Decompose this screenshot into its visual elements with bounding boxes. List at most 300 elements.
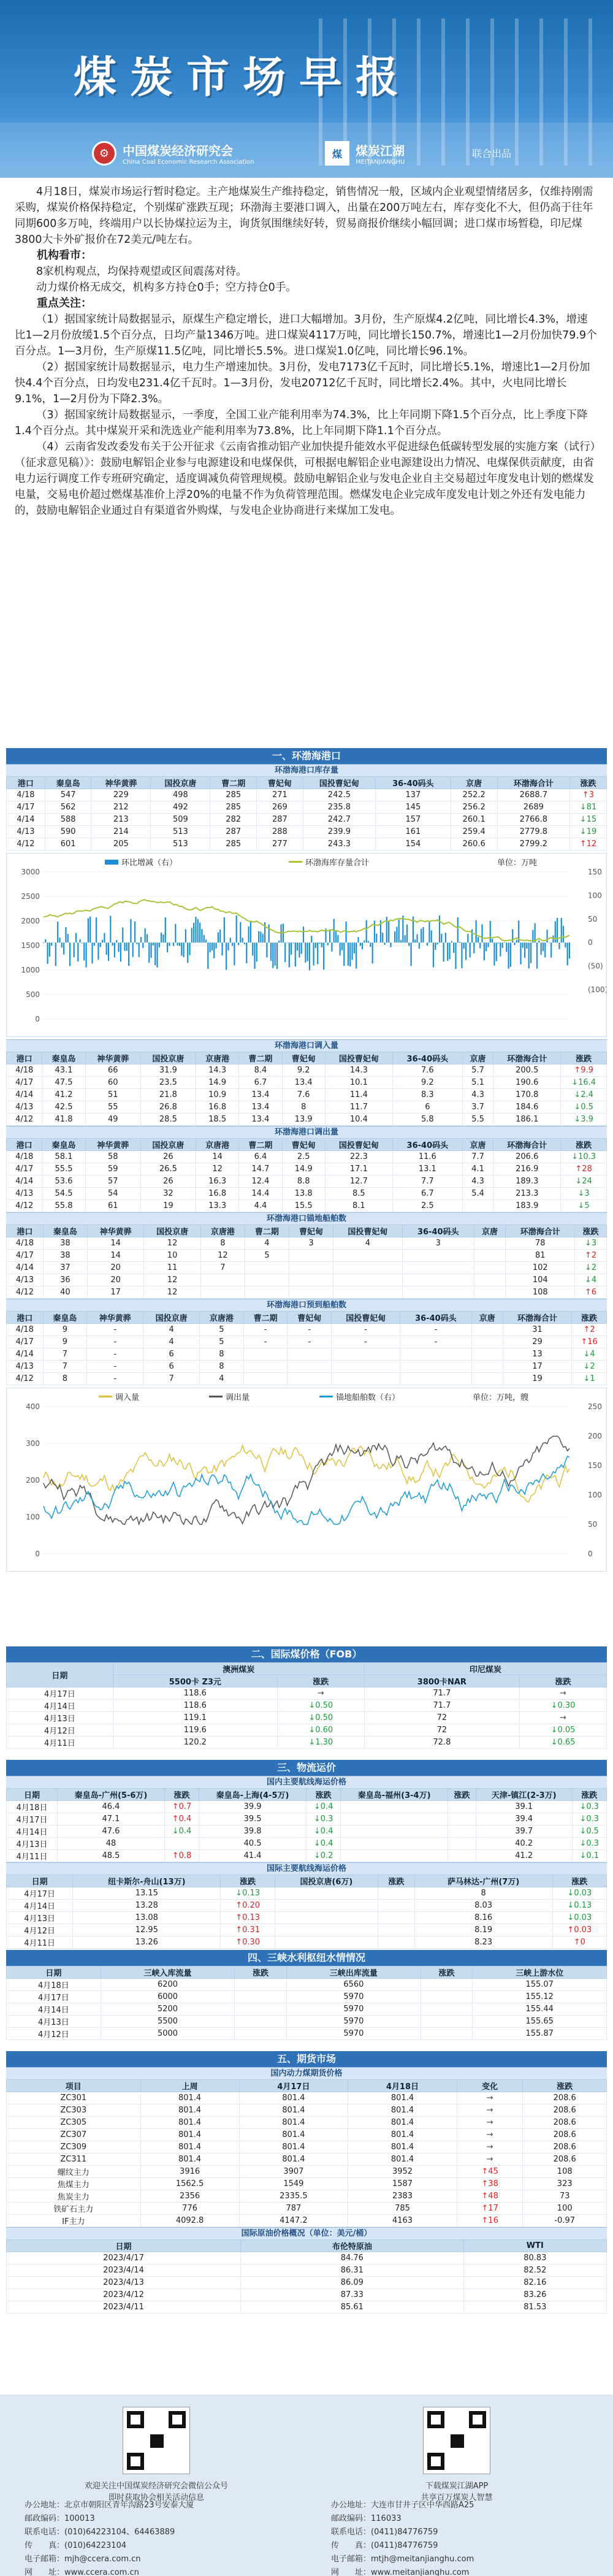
section-freight — [6, 1760, 607, 1949]
table-cell: 8.5 — [325, 1188, 392, 1200]
table-cell: ↑12 — [570, 838, 607, 850]
org1-name: 中国煤炭经济研究会 — [123, 143, 233, 158]
table-cell: 4 — [143, 1336, 200, 1348]
meitanjianghu-logo-icon: 煤 — [325, 141, 349, 166]
table-cell: → — [457, 2117, 523, 2129]
table-cell: 7.6 — [282, 1089, 325, 1101]
table-cell — [448, 1825, 476, 1838]
inventory-chart-legend-a: 环比增减（右） — [105, 856, 177, 868]
table-cell — [471, 1348, 503, 1361]
table-cell: 12.95 — [73, 1924, 221, 1936]
table-cell: ↓3.9 — [561, 1114, 607, 1126]
table-cell: 72.8 — [364, 1737, 519, 1749]
table-cell: 801.4 — [348, 2092, 457, 2104]
table-cell: ↓0.4 — [306, 1838, 340, 1850]
col-header: 曹妃甸 — [287, 1312, 332, 1324]
col-header: 涨跌 — [561, 1052, 607, 1064]
table-cell: 562 — [45, 801, 91, 814]
flow-chart-svg — [7, 1388, 606, 1571]
table-row — [7, 1737, 607, 1749]
table-cell: ZC305 — [7, 2117, 141, 2129]
col-header: 秦皇岛-广州(5-6万) — [58, 1789, 165, 1801]
table-cell — [200, 1286, 245, 1299]
table-cell: 189.3 — [493, 1175, 561, 1188]
table-cell: 71.7 — [364, 1700, 519, 1712]
table-cell: 801.4 — [239, 2092, 348, 2104]
col-header: 变化 — [457, 2080, 523, 2092]
table-cell: 48.5 — [58, 1850, 165, 1862]
news-item-4: （4）云南省发改委发布关于公开征求《云南省推动铝产业加快提升能效水平促进绿色低碳转型发展的实施方案（试行）（征求意见稿）》：鼓励电解铝企业参与电源建设和电煤保供，可根据电解铝企业电源建设出力情况、电煤保供贡献度，由省电力运行调度工作专班研究确定，适度调减负荷管理规模。鼓励电解铝企业与发电企业自主交易超过年度发电计划的燃煤发电量，交易电价超过燃煤基准价上浮20%的电量不作为负荷管理范围。燃煤发电企业完成年度发电计划之外还有发电能力的，鼓励电解铝企业通过自有渠道省外购煤，与发电企业协商进行来煤加工发电。 — [15, 441, 596, 517]
table-cell: 4月13日 — [7, 2016, 101, 2028]
table-cell: 14 — [87, 1237, 143, 1250]
table-row — [7, 2301, 607, 2314]
col-header: 神华黄骅 — [91, 777, 151, 789]
table-cell — [462, 1200, 493, 1212]
table-cell: 256.2 — [451, 801, 497, 814]
table-cell: 38 — [43, 1250, 87, 1262]
table-cell: ↓0.65 — [520, 1737, 607, 1749]
col-header: 秦皇岛 — [42, 1139, 85, 1151]
table-cell: 285 — [210, 801, 257, 814]
col-header: 环渤海合计 — [503, 1312, 571, 1324]
table-cell: 509 — [151, 814, 210, 826]
table-cell: 5.1 — [462, 1077, 493, 1089]
table-cell: ↓0.03 — [552, 1887, 606, 1900]
table-cell: 13.4 — [282, 1077, 325, 1089]
table-cell: 20 — [87, 1274, 143, 1286]
table-cell: - — [87, 1348, 143, 1361]
table-cell: 2023/4/14 — [7, 2265, 241, 2277]
table-cell — [275, 1924, 378, 1936]
table-cell — [341, 1850, 448, 1862]
y2-tick-label: 50 — [588, 1520, 598, 1529]
col-aus-price: 5500卡 Z3元 — [113, 1675, 277, 1687]
table-cell — [402, 1286, 474, 1299]
table-cell: 7.6 — [392, 1064, 462, 1077]
table-cell: 4月17日 — [7, 1887, 73, 1900]
y-tick-label: 1500 — [21, 941, 40, 950]
table-cell — [243, 1361, 287, 1373]
inventory-chart — [6, 853, 607, 1037]
col-header: 4月17日 — [239, 2080, 348, 2092]
table-cell: 13.1 — [392, 1163, 462, 1175]
table-cell — [235, 2003, 287, 2016]
table-cell: 55.5 — [42, 1163, 85, 1175]
table-cell: 547 — [45, 789, 91, 801]
col-header: 港口 — [7, 1312, 44, 1324]
flow-chart-unit: 单位：万吨，艘 — [473, 1393, 529, 1402]
app-qr-code[interactable] — [423, 2407, 490, 2474]
table-row — [7, 2003, 607, 2016]
table-cell: 51 — [85, 1089, 140, 1101]
table-cell: 48 — [58, 1838, 165, 1850]
table-row — [7, 1825, 607, 1838]
col-header: 日期 — [7, 1875, 73, 1887]
table-cell: - — [287, 1324, 332, 1336]
table-cell: 4.3 — [462, 1089, 493, 1101]
table-cell: 14.7 — [239, 1163, 282, 1175]
table-cell: 4/18 — [7, 1151, 42, 1163]
table-cell: 801.4 — [239, 2129, 348, 2141]
table-cell: 498 — [151, 789, 210, 801]
col-header: 港口 — [7, 1052, 42, 1064]
col-header: 国投京唐 — [151, 777, 210, 789]
oil-table — [6, 2239, 607, 2314]
table-cell: 155.07 — [473, 1979, 607, 1991]
col-header: WTI — [463, 2240, 606, 2252]
table-cell — [471, 1336, 503, 1348]
col-header: 国投京唐 — [143, 1312, 200, 1324]
y2-tick-label: 50 — [588, 914, 598, 923]
table-cell: 38 — [43, 1237, 87, 1250]
table-cell — [275, 1912, 378, 1924]
table-row — [7, 1175, 607, 1188]
table-cell — [289, 1274, 333, 1286]
table-cell: 13.4 — [239, 1089, 282, 1101]
table-cell: 4/12 — [7, 1200, 42, 1212]
col-header: 京唐港 — [196, 1052, 238, 1064]
col-header: 国投京唐(6万) — [275, 1875, 378, 1887]
table-cell: 28.5 — [140, 1114, 196, 1126]
table-cell: ↑28 — [561, 1163, 607, 1175]
table-cell: → — [457, 2141, 523, 2154]
col-header: 秦皇岛 — [42, 1052, 85, 1064]
table-cell: 36 — [43, 1274, 87, 1286]
table-cell: 4/12 — [7, 1114, 42, 1126]
table-row — [7, 1991, 607, 2003]
table-cell: 7 — [200, 1262, 245, 1274]
table-cell: 20 — [87, 1262, 143, 1274]
table-row — [7, 1838, 607, 1850]
table-cell: - — [87, 1361, 143, 1373]
table-cell — [400, 1348, 471, 1361]
table-cell — [378, 1900, 414, 1912]
y-tick-label: 400 — [26, 1402, 40, 1411]
col-header: 国投曹妃甸 — [325, 1139, 392, 1151]
col-header: 布伦特原油 — [241, 2240, 464, 2252]
table-cell — [448, 1801, 476, 1813]
table-row — [7, 2289, 607, 2301]
table-cell: 11 — [144, 1262, 200, 1274]
table-cell: 213 — [91, 814, 151, 826]
col-header: 港口 — [7, 777, 45, 789]
table-cell: ↓3 — [561, 1188, 607, 1200]
table-cell: 39.1 — [476, 1801, 572, 1813]
table-cell: 5 — [245, 1250, 289, 1262]
table-cell: - — [243, 1336, 287, 1348]
y-tick-label: 3000 — [21, 868, 40, 876]
table-cell: 10.9 — [196, 1089, 238, 1101]
table-cell: 260.1 — [451, 814, 497, 826]
table-cell: 13.9 — [282, 1114, 325, 1126]
table-cell — [341, 1801, 448, 1813]
table-row — [7, 1250, 607, 1262]
table-cell: 242.5 — [303, 789, 375, 801]
table-cell: 208.6 — [523, 2104, 607, 2117]
section4-banner: 四、三峡水利枢纽水情情况 — [6, 1950, 607, 1966]
table-cell — [421, 2016, 473, 2028]
y-tick-label: 1000 — [21, 966, 40, 974]
table-cell: 80.83 — [463, 2252, 606, 2265]
table-cell: 8.1 — [325, 1200, 392, 1212]
col-indo-change: 涨跌 — [520, 1675, 607, 1687]
section-futures — [6, 2051, 607, 2314]
col-header: 曹二期 — [239, 1139, 282, 1151]
table-cell: ↓0.30 — [520, 1700, 607, 1712]
table-cell: → — [457, 2154, 523, 2166]
col-header: 4月18日 — [348, 2080, 457, 2092]
table-cell: → — [277, 1687, 364, 1700]
col-header: 涨跌 — [523, 2080, 607, 2092]
col-header: 京唐 — [451, 777, 497, 789]
table-cell: 12 — [200, 1250, 245, 1262]
col-header: 36-40码头 — [376, 777, 451, 789]
table-cell: 288 — [257, 826, 303, 838]
col-header: 三峡入库流量 — [101, 1966, 235, 1979]
table-cell: 4.1 — [462, 1163, 493, 1175]
table-cell: 588 — [45, 814, 91, 826]
table-cell: ↓0.03 — [552, 1912, 606, 1924]
table-cell: 1562.5 — [140, 2178, 239, 2190]
col-aus-change: 涨跌 — [277, 1675, 364, 1687]
col-header: 神华黄骅 — [87, 1225, 143, 1237]
table-cell: 801.4 — [239, 2117, 348, 2129]
table-cell — [200, 1274, 245, 1286]
table-cell: ↓0.3 — [572, 1838, 606, 1850]
table-cell — [332, 1361, 400, 1373]
table-cell: 801.4 — [140, 2154, 239, 2166]
table-cell: 184.6 — [493, 1101, 561, 1114]
table-cell: 235.8 — [303, 801, 375, 814]
table-cell: 4/14 — [7, 1348, 44, 1361]
table-row — [7, 2104, 607, 2117]
table-cell — [235, 1979, 287, 1991]
table-cell: 41.2 — [476, 1850, 572, 1862]
col-header: 京唐港 — [200, 1312, 244, 1324]
table-cell: ↑3 — [570, 789, 607, 801]
flow-chart-legend-c: 锚地船舶数（右） — [319, 1391, 400, 1402]
table-cell: 18.5 — [196, 1114, 238, 1126]
table-cell: 776 — [140, 2203, 239, 2215]
table-cell: 801.4 — [348, 2141, 457, 2154]
table-cell: 7.7 — [462, 1151, 493, 1163]
table-cell: 83.26 — [463, 2289, 606, 2301]
table-cell: 17.1 — [325, 1163, 392, 1175]
intl-freight-table — [6, 1875, 607, 1949]
table-cell: 14 — [87, 1250, 143, 1262]
table-row — [7, 1188, 607, 1200]
table-cell: 801.4 — [348, 2154, 457, 2166]
table-row — [7, 1064, 607, 1077]
table-cell: 4/17 — [7, 1163, 42, 1175]
table-cell — [421, 2003, 473, 2016]
table-cell: 601 — [45, 838, 91, 850]
col-header: 国投曹妃甸 — [333, 1225, 403, 1237]
table-cell: 39.8 — [199, 1825, 306, 1838]
table-cell: 12 — [144, 1286, 200, 1299]
table-cell: 282 — [210, 814, 257, 826]
news-item-2: （2）据国家统计局数据显示，电力生产增速加快。3月份，发电7173亿千瓦时，同比增长5.1%，增速比1—2月份加快4.4个百分点，日均发电231.4亿千瓦时。1—3月份，发电20712亿千瓦时，同比增长2.4%。其中，火电同比增长9.1%，1—2月份为下降2.3%。 — [15, 361, 590, 405]
table-cell: 801.4 — [140, 2092, 239, 2104]
y-tick-label: 100 — [26, 1513, 40, 1521]
table-cell: 4/12 — [7, 1286, 44, 1299]
table-cell: ↓0.3 — [572, 1813, 606, 1825]
table-cell: 6.7 — [392, 1188, 462, 1200]
domestic-freight-table — [6, 1788, 607, 1862]
table-row — [7, 1700, 607, 1712]
table-row — [7, 1687, 607, 1700]
table-row — [7, 2265, 607, 2277]
table-cell: 212 — [91, 801, 151, 814]
table-cell: 39.5 — [199, 1813, 306, 1825]
table-cell — [245, 1262, 289, 1274]
table-cell: ↑2 — [572, 1324, 607, 1336]
col-header: 纽卡斯尔-舟山(13万) — [73, 1875, 221, 1887]
table-cell: 119.1 — [113, 1712, 277, 1724]
table-cell: 13.26 — [73, 1936, 221, 1949]
table-cell: 9.2 — [282, 1064, 325, 1077]
table-cell: ↓4 — [572, 1348, 607, 1361]
table-row — [7, 2215, 607, 2227]
table-cell: 787 — [239, 2203, 348, 2215]
table-cell: 58.1 — [42, 1151, 85, 1163]
org2-english: MEITANJIANGHU — [356, 159, 405, 166]
table-cell: 40 — [43, 1286, 87, 1299]
y-tick-label: 500 — [26, 990, 40, 999]
table-cell: 8 — [43, 1373, 87, 1385]
table-cell: 81.53 — [463, 2301, 606, 2314]
table-cell — [341, 1825, 448, 1838]
table-cell: 4163 — [348, 2215, 457, 2227]
table-cell: 4月17日 — [7, 1687, 113, 1700]
table-cell: 208.6 — [523, 2154, 607, 2166]
table-row — [7, 801, 607, 814]
table-cell: 801.4 — [348, 2129, 457, 2141]
table-cell: ↓0.3 — [306, 1813, 340, 1825]
table-cell — [287, 1348, 332, 1361]
table-cell: 3 — [402, 1237, 474, 1250]
table-cell: 5970 — [287, 1991, 421, 2003]
table-cell — [421, 2028, 473, 2040]
table-cell: 4/13 — [7, 1188, 42, 1200]
table-cell: 6560 — [287, 1979, 421, 1991]
table-cell: 277 — [257, 838, 303, 850]
table-cell: 4月12日 — [7, 2028, 101, 2040]
table-cell: ↓2.4 — [561, 1089, 607, 1101]
table-cell: 2.5 — [282, 1151, 325, 1163]
table-cell: 1549 — [239, 2178, 348, 2190]
y2-tick-label: 150 — [588, 1461, 602, 1470]
table-cell: 6200 — [101, 1979, 235, 1991]
table-row — [7, 1912, 607, 1924]
table-cell: ↑17 — [457, 2203, 523, 2215]
table-cell: 8 — [200, 1348, 244, 1361]
table-cell: 190.6 — [493, 1077, 561, 1089]
table-cell: 57 — [85, 1175, 140, 1188]
col-header: 日期 — [7, 1789, 58, 1801]
table-cell: 61 — [85, 1200, 140, 1212]
table-row — [7, 1089, 607, 1101]
table-row — [7, 1900, 607, 1912]
table-cell: 13.4 — [239, 1101, 282, 1114]
table-cell: ZC307 — [7, 2129, 141, 2141]
table-cell: - — [243, 1324, 287, 1336]
table-cell: 5.5 — [462, 1114, 493, 1126]
table-cell: 271 — [257, 789, 303, 801]
table-cell: 118.6 — [113, 1687, 277, 1700]
futures-subheader: 国内动力煤期货价格 — [6, 2067, 607, 2079]
table-cell: 14.9 — [282, 1163, 325, 1175]
col-header: 国投曹妃甸 — [325, 1052, 392, 1064]
table-cell: 183.9 — [493, 1200, 561, 1212]
table-cell: 17 — [503, 1361, 571, 1373]
table-row — [7, 2252, 607, 2265]
table-cell: 119.6 — [113, 1724, 277, 1737]
table-cell: 43.1 — [42, 1064, 85, 1077]
table-cell: 3.7 — [462, 1101, 493, 1114]
section3-banner: 三、物流运价 — [6, 1760, 607, 1776]
col-header: 曹妃甸 — [257, 777, 303, 789]
table-cell: 137 — [376, 789, 451, 801]
table-cell — [474, 1250, 506, 1262]
table-cell: 155.87 — [473, 2028, 607, 2040]
table-cell: 41.4 — [199, 1850, 306, 1862]
anchor-subheader: 环渤海港口锚地船舶数 — [6, 1212, 607, 1225]
table-cell: 16.8 — [196, 1101, 238, 1114]
expected-table — [6, 1311, 607, 1385]
table-cell: 4.4 — [239, 1200, 282, 1212]
table-cell — [332, 1348, 400, 1361]
table-cell: 4/18 — [7, 1237, 44, 1250]
table-cell: ↓1 — [572, 1373, 607, 1385]
table-cell — [333, 1262, 403, 1274]
table-cell: ↑0.20 — [221, 1900, 275, 1912]
table-cell: 5.8 — [392, 1114, 462, 1126]
y2-tick-label: (100) — [588, 985, 606, 994]
table-cell: ↓0.5 — [572, 1825, 606, 1838]
table-cell: 4/12 — [7, 1373, 44, 1385]
col-header: 涨跌 — [448, 1789, 476, 1801]
wechat-qr-code[interactable] — [123, 2407, 190, 2474]
col-header: 国投京唐 — [144, 1225, 200, 1237]
table-cell: 285 — [210, 838, 257, 850]
domestic-freight-subheader: 国内主要航线海运价格 — [6, 1776, 607, 1788]
y2-tick-label: (50) — [588, 961, 603, 971]
inventory-chart-svg — [7, 854, 606, 1036]
table-cell: ↓2 — [572, 1361, 607, 1373]
table-cell: 213.3 — [493, 1188, 561, 1200]
y2-tick-label: 200 — [588, 1432, 602, 1440]
table-cell: 10.1 — [325, 1077, 392, 1089]
outflow-table — [6, 1138, 607, 1212]
table-cell: 11.4 — [325, 1089, 392, 1101]
table-cell: 49 — [85, 1114, 140, 1126]
views-paragraph: 8家机构观点，均保持观望或区间震荡对待。 — [36, 266, 247, 278]
table-cell: 590 — [45, 826, 91, 838]
table-cell: 208.6 — [523, 2092, 607, 2104]
table-cell: ↓0.13 — [221, 1887, 275, 1900]
table-row — [7, 1801, 607, 1813]
table-cell: 4/12 — [7, 838, 45, 850]
table-cell — [378, 1936, 414, 1949]
table-cell: ↑0.31 — [221, 1924, 275, 1936]
table-cell: 4月18日 — [7, 1801, 58, 1813]
y2-tick-label: 100 — [588, 891, 602, 900]
col-header: 港口 — [7, 1225, 44, 1237]
table-row — [7, 1373, 607, 1385]
table-cell: 801.4 — [348, 2117, 457, 2129]
table-cell: 26.8 — [140, 1101, 196, 1114]
